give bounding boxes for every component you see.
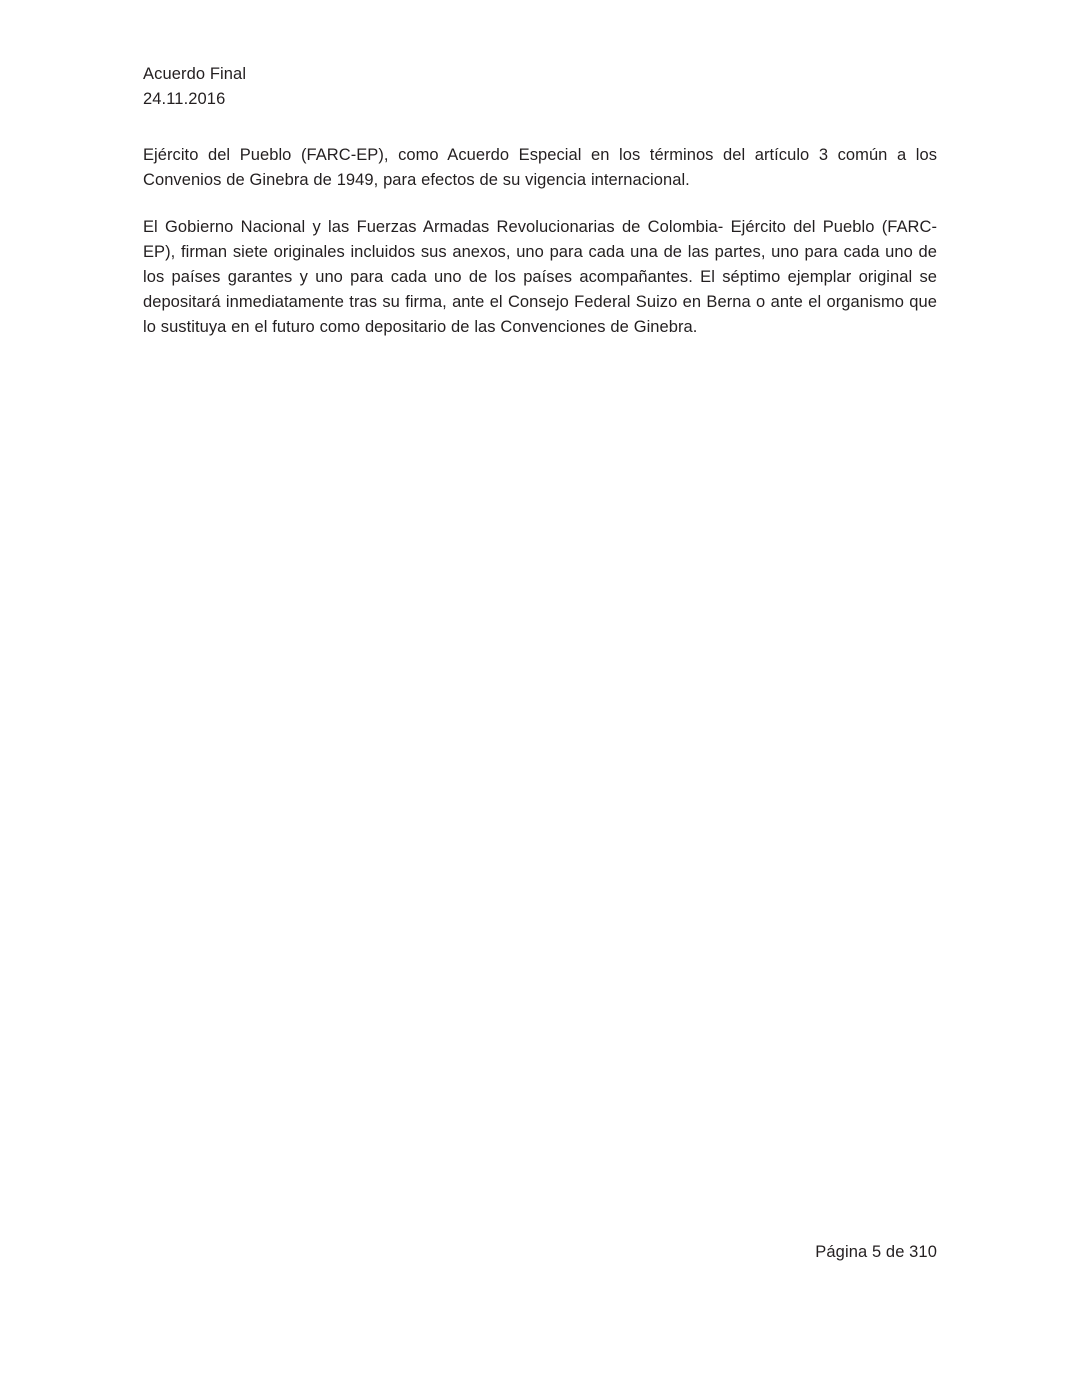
document-header — [143, 62, 937, 112]
body-paragraph-2: El Gobierno Nacional y las Fuerzas Armadas Revolucionarias de Colombia- Ejército del Pueblo (FARC-EP), firman siete originales incluidos sus anexos, uno para cada una de las partes, uno para cada uno de los países garantes y uno para cada uno de los países acompañantes. El séptimo ejemplar original se depositará inmediatamente tras su firma, ante el Consejo Federal Suizo en Berna o ante el organismo que lo sustituya en el futuro como depositario de las Convenciones de Ginebra. — [143, 218, 937, 336]
document-footer — [143, 1240, 937, 1265]
page-number-label: Página 5 de 310 — [815, 1243, 937, 1261]
document-body — [143, 143, 937, 340]
header-date: 24.11.2016 — [143, 90, 226, 108]
header-title: Acuerdo Final — [143, 65, 247, 83]
body-paragraph-1: Ejército del Pueblo (FARC-EP), como Acuerdo Especial en los términos del artículo 3 común a los Convenios de Ginebra de 1949, para efectos de su vigencia internacional. — [143, 146, 937, 189]
